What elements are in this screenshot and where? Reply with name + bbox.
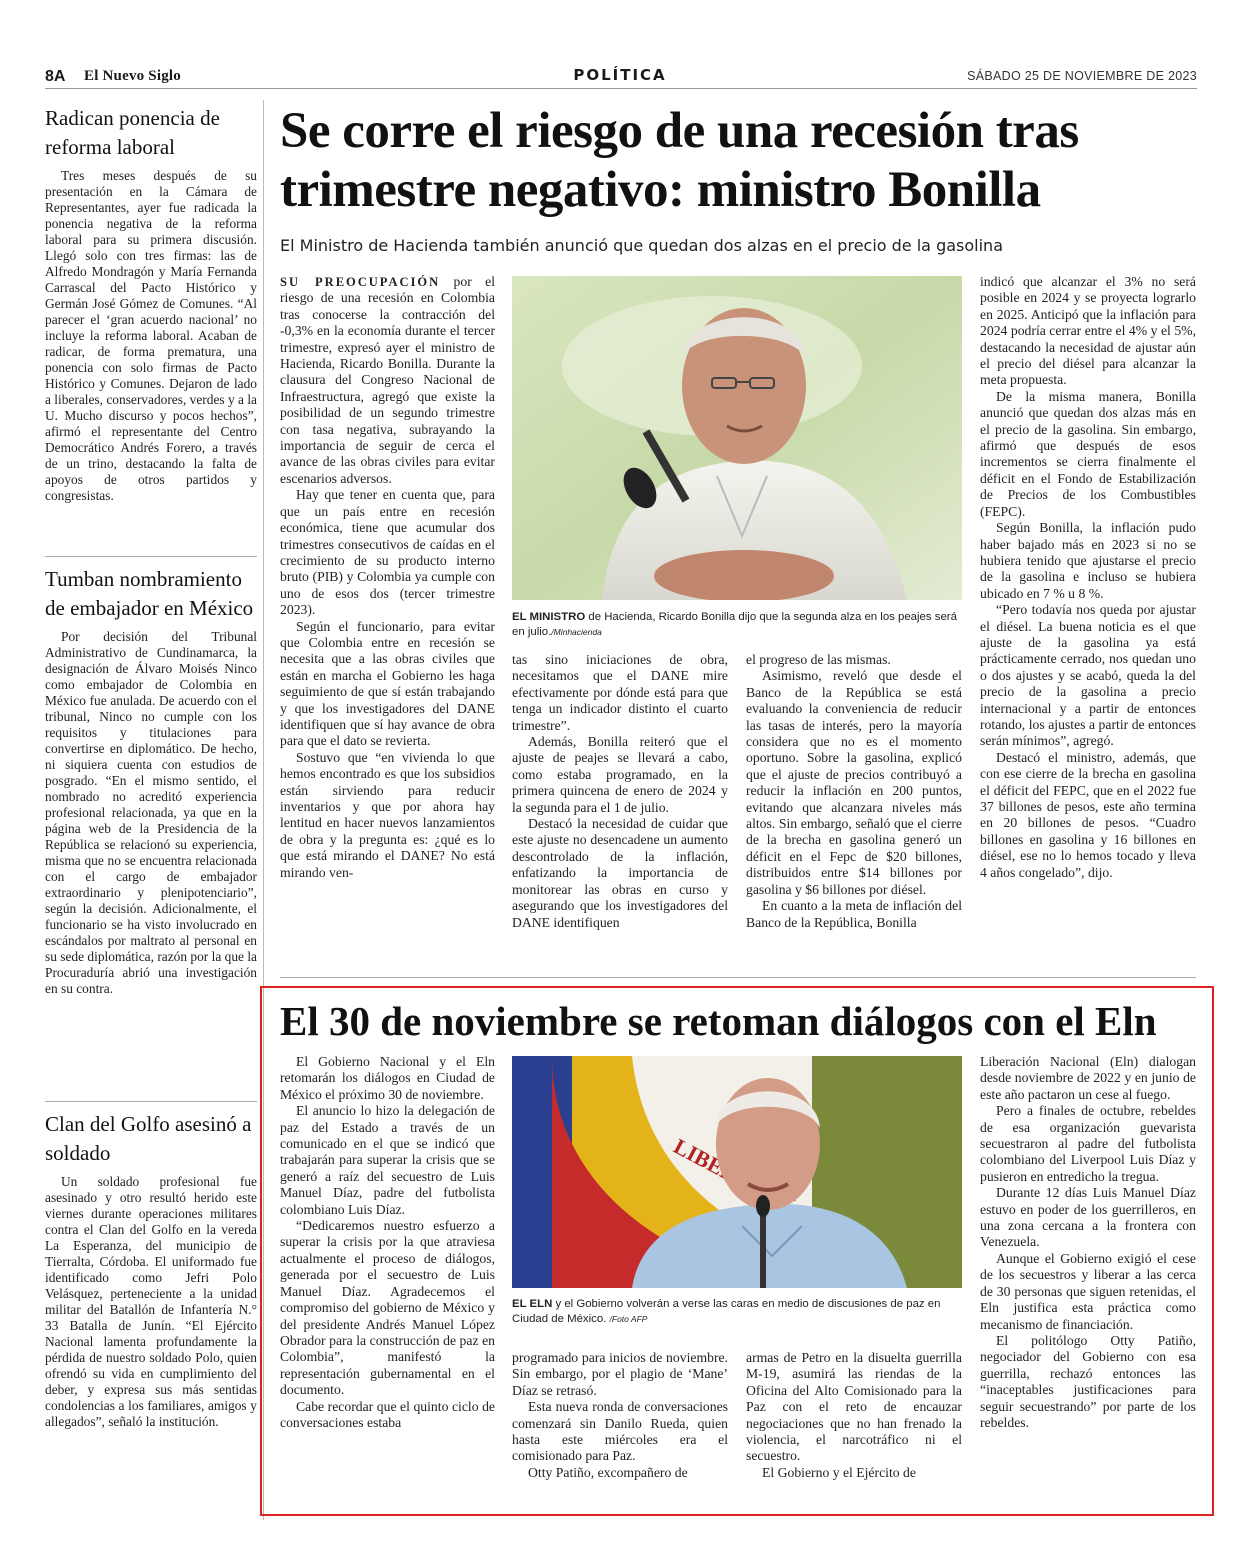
sidebar-story-title: Radican ponencia de reforma laboral xyxy=(45,106,220,159)
newspaper-name: El Nuevo Siglo xyxy=(84,68,181,84)
lead-paragraph xyxy=(280,274,495,487)
story-divider xyxy=(280,977,1196,978)
paragraph: Asimismo, reveló que desde el Banco de la República se está evaluando la conveniencia de reducir las tasas de interés, pero la mayoría considera que no es el momento oportuno. Sobre la gasolina, explicó que el ajuste de precios contribuyó a reducir la inflación en 200 puntos, evitando que alcanzara niveles más altos. Sin embargo, señaló que el cierre de la brecha en gasolina generó un déficit en el Fepc de $20 billones, distribuidos entre $14 billones por gasolina y $6 billones por diésel. xyxy=(746,668,962,897)
paragraph: El anuncio lo hizo la delegación de paz del Estado a través de un comunicado en el que se indicó que trabajarán para superar la crisis que se generó a raíz del secuestro de Luis Manuel Díaz, padre del futbolista colombiano Luis Díaz. xyxy=(280,1103,495,1217)
section-name: POLÍTICA xyxy=(573,66,667,84)
paragraph: Durante 12 días Luis Manuel Díaz estuvo en poder de los guerrilleros, en una zona cercana a la frontera con Venezuela. xyxy=(980,1185,1196,1250)
paragraph: El Gobierno y el Ejército de xyxy=(762,1464,916,1480)
paragraph: Destacó el ministro, además, que con ese cierre de la brecha en gasolina el déficit del FEPC, que en el 2022 fue 37 billones de pesos, este año termina en 20 billones de pesos. “Cuadro billones en gasolina y 16 billones en diésel, ese no lo hemos tocado y lleva 4 años congelado”, dijo. xyxy=(980,749,1196,880)
paragraph: Además, Bonilla reiteró que el ajuste de peajes se llevará a cabo, como estaba programado, en la primera quincena de enero de 2024 y la segunda para el 1 de julio. xyxy=(512,734,728,815)
photo-credit: /Minhacienda xyxy=(551,627,602,637)
sidebar-story-reforma xyxy=(45,104,257,504)
paragraph: “Pero todavía nos queda por ajustar el diésel. La buena noticia es el que ajuste de la gasolina ya está prácticamente cerrado, nos quedan uno o dos ajustes y se acabó, queda la del precio de la gasolina a precio internacional y a partir de entonces rotando, los ajustes a partir de entonces serán mínimos”, agregó. xyxy=(980,602,1196,749)
paragraph: Aunque el Gobierno exigió el cese de los secuestros y liberar a las cerca de 30 personas que siguen retenidas, el Eln justifica esta práctica como mecanismo de financiación. xyxy=(980,1250,1196,1332)
caption-text: y el Gobierno volverán a verse las caras en medio de discusiones de paz en Ciudad de México. xyxy=(512,1298,941,1325)
paragraph: Según Bonilla, la inflación pudo haber bajado más en 2023 si no se hubiera tenido que ajustarse el precio de la gasolina e incluso se hubiera ubicado en 7 % u 8 %. xyxy=(980,520,1196,601)
paragraph: El politólogo Otty Patiño, negociador del Gobierno con esa guerrilla, rechazó entonces las “inaceptables justificaciones para seguir secuestrando” por parte de los rebeldes. xyxy=(980,1332,1196,1430)
paragraph: Otty Patiño, excompañero de xyxy=(528,1464,688,1480)
paragraph: armas de Petro en la disuelta guerrilla M-19, asumirá las riendas de la Oficina del Alto Comisionado para la Paz con el reto de encauzar negociaciones que no han frenado la violencia, el narcotráfico ni el secuestro. xyxy=(746,1350,962,1464)
paragraph: “Dedicaremos nuestro esfuerzo a superar la crisis por la que atraviesa actualmente el proceso de diálogos, generada por el secuestro de Luis Manuel Díaz. Agradecemos el compromiso del gobierno de México y del presidente Andrés Manuel López Obrador para la construcción de paz en Colombia”, manifestó la representación gubernamental en el documento. xyxy=(280,1218,495,1398)
page-number: 8A xyxy=(45,68,66,85)
paragraph: Hay que tener en cuenta que, para que un país entre en recesión económica, tiene que acumular dos trimestres consecutivos de caídas en el crecimiento de su producto interno bruto (PIB) y Colombia ya cumple con uno de esos dos (tercer trimestre 2023). xyxy=(280,487,495,618)
paragraph: El Gobierno Nacional y el Eln retomarán los diálogos en Ciudad de México el próximo 30 de noviembre. xyxy=(280,1054,495,1102)
paragraph: Según el funcionario, para evitar que Colombia entre en recesión se necesita que a las obras civiles que están en marcha el Gobierno les haga seguimiento de que sí están trabajando y que los investigadores del DANE identifiquen que sí hay avance de obra para que el dato se revierta. xyxy=(280,618,495,749)
main-column-1 xyxy=(280,274,495,881)
minister-photo xyxy=(512,276,962,600)
main-headline: Se corre el riesgo de una recesión tras trimestre negativo: ministro Bonilla xyxy=(280,103,1079,218)
main-photo-caption xyxy=(512,610,962,640)
sidebar-story-body: Tres meses después de su presentación en la Cámara de Representantes, ayer fue radicada la ponencia negativa de la reforma laboral para su primera discusión. Llegó solo con tres firmas: las de Alfredo Mondragón y María Fernanda Carrascal del Pacto Histórico y Germán José Gómez de Comunes. “Al parecer el ‘gran acuerdo nacional’ no incluye la reforma laboral. Acaban de radicar, de forma prematura, una ponencia con solo firmas de Pacto Histórico y Comunes. Dejaron de lado a liberales, conservadores, verdes y a la U. Mucho discurso y pocos hechos”, afirmó el representante del Centro Democrático Andrés Forero, a través de un trino, destacando la falta de apoyos de otros partidos y congresistas. xyxy=(45,168,257,503)
second-headline: El 30 de noviembre se retoman diálogos con el Eln xyxy=(280,998,1157,1044)
paragraph: Destacó la necesidad de cuidar que este ajuste no desencadene un aumento descontrolado de la inflación, enfatizando la importancia de monitorear las obras en curso y asegurando que los investigadores del DANE identifiquen xyxy=(512,816,728,930)
eln-photo xyxy=(512,1056,962,1288)
main-deck: El Ministro de Hacienda también anunció que quedan dos alzas en el precio de la gasolina xyxy=(280,236,1003,255)
lead-in: SU PREOCUPACIÓN xyxy=(280,275,441,289)
minister-photo-image xyxy=(512,276,962,600)
second-column-3 xyxy=(746,1350,962,1481)
sidebar-story-embajador xyxy=(45,565,257,997)
paragraph: el progreso de las mismas. xyxy=(746,652,891,667)
eln-photo-caption xyxy=(512,1297,962,1327)
paragraph: Cabe recordar que el quinto ciclo de conversaciones estaba xyxy=(280,1398,495,1430)
main-column-2 xyxy=(512,652,728,931)
sidebar-divider xyxy=(45,1101,257,1102)
paragraph: Esta nueva ronda de conversaciones comenzará sin Danilo Rueda, quien hasta este miércoles era el comisionado para Paz. xyxy=(512,1399,728,1464)
sidebar-story-body: Por decisión del Tribunal Administrativo de Cundinamarca, la designación de Álvaro Moisés Ninco como embajador de Colombia en México fue anulada. De acuerdo con el tribunal, Ninco no cumple con los requisitos y titulaciones para convertirse en diplomático. De hecho, ni siquiera cuenta con estudios de posgrado. “En el mismo sentido, el nombrado no acreditó experiencia profesional relacionada, ya que en la página web de la Presidencia de la República se relacionó su experiencia, misma que no se encuentra relacionada con el cargo de embajador extraordinario y plenipotenciario”, según la decisión. Adicionalmente, el funcionario se ha visto involucrado en escándalos por maltrato al personal en su sede diplomática, razón por la que la Procuraduría abrió una investigación en su contra. xyxy=(45,629,257,996)
sidebar-story-clan xyxy=(45,1110,257,1430)
main-column-3 xyxy=(746,652,962,931)
second-column-1 xyxy=(280,1054,495,1431)
issue-date: SÁBADO 25 DE NOVIEMBRE DE 2023 xyxy=(967,69,1197,83)
eln-photo-image xyxy=(512,1056,962,1288)
paragraph: Liberación Nacional (Eln) dialogan desde noviembre de 2022 y en junio de este año pactaron un cese al fuego. xyxy=(980,1054,1196,1102)
photo-credit: /Foto AFP xyxy=(609,1314,648,1324)
second-column-4 xyxy=(980,1054,1196,1431)
main-column-4 xyxy=(980,274,1196,881)
paragraph: por el riesgo de una recesión en Colombia tras conocerse la contracción del -0,3% en la economía durante el tercer trimestre, expresó ayer el ministro de Hacienda, Ricardo Bonilla. Durante la clausura del Congreso Nacional de Infraestructura, agregó que existe la posibilidad de un segundo trimestre con tasa negativa, subrayando la importancia de seguir de cerca el avance de las obras civiles para evitar escenarios adversos. xyxy=(280,274,495,486)
paragraph: Sostuvo que “en vivienda lo que hemos encontrado es que los subsidios están sirviendo para reducir inventarios y que por ahora hay lentitud en hacer nuevos lanzamientos de obra y la pregunta es: ¿qué es lo que está mirando el DANE? No está mirando ven- xyxy=(280,749,495,880)
header-rule xyxy=(45,88,1197,89)
paragraph: Pero a finales de octubre, rebeldes de esa organización guevarista secuestraron al padre del futbolista colombiano del Liverpool Luis Díaz y pusieron en entredicho la tregua. xyxy=(980,1103,1196,1184)
sidebar-story-title: Clan del Golfo asesinó a soldado xyxy=(45,1112,252,1165)
caption-text: de Hacienda, Ricardo Bonilla dijo que la segunda alza en los peajes será en julio. xyxy=(512,611,957,638)
paragraph: De la misma manera, Bonilla anunció que quedan dos alzas más en el precio de la gasolina. Sin embargo, afirmó que después de esos incrementos se cierra finalmente el déficit en el Fondo de Estabilización de Precios de los Combustibles (FEPC). xyxy=(980,388,1196,519)
paragraph: tas sino iniciaciones de obra, necesitamos que el DANE mire efectivamente por dónde está para que tenga un indicador distinto el cuarto trimestre”. xyxy=(512,652,728,733)
caption-lead: EL ELN xyxy=(512,1298,553,1310)
sidebar-story-body: Un soldado profesional fue asesinado y otro resultó herido este viernes durante operaciones militares contra el Clan del Golfo en la vereda La Esperanza, del municipio de Tierralta, Córdoba. El uniformado fue identificado como Jefri Polo Velásquez, perteneciente a la unidad militar del Batallón de Infantería N.° 33 Batalla de Junín. “El Ejército Nacional lamenta profundamente la pérdida de nuestro soldado Polo, quien ofrendó su vida en cumplimiento del deber, y expresa sus más sentidas condolencias a los familiares, amigos y allegados”, señaló la institución. xyxy=(45,1174,257,1429)
paragraph: En cuanto a la meta de inflación del Banco de la República, Bonilla xyxy=(746,898,962,930)
sidebar-story-title: Tumban nombramiento de embajador en México xyxy=(45,567,254,620)
sidebar-divider xyxy=(45,556,257,557)
paragraph: indicó que alcanzar el 3% no será posible en 2024 y se proyecta lograrlo en 2025. Anticipó que la inflación para 2024 podría cerrar entre el 4% y el 5%, destacando la necesidad de ajustar aún el precio del diésel para alcanzar la meta propuesta. xyxy=(980,274,1196,388)
caption-lead: EL MINISTRO xyxy=(512,611,586,623)
second-column-2 xyxy=(512,1350,728,1481)
paragraph: programado para inicios de noviembre. Sin embargo, por el plagio de ‘Mane’ Díaz se retrasó. xyxy=(512,1350,728,1398)
